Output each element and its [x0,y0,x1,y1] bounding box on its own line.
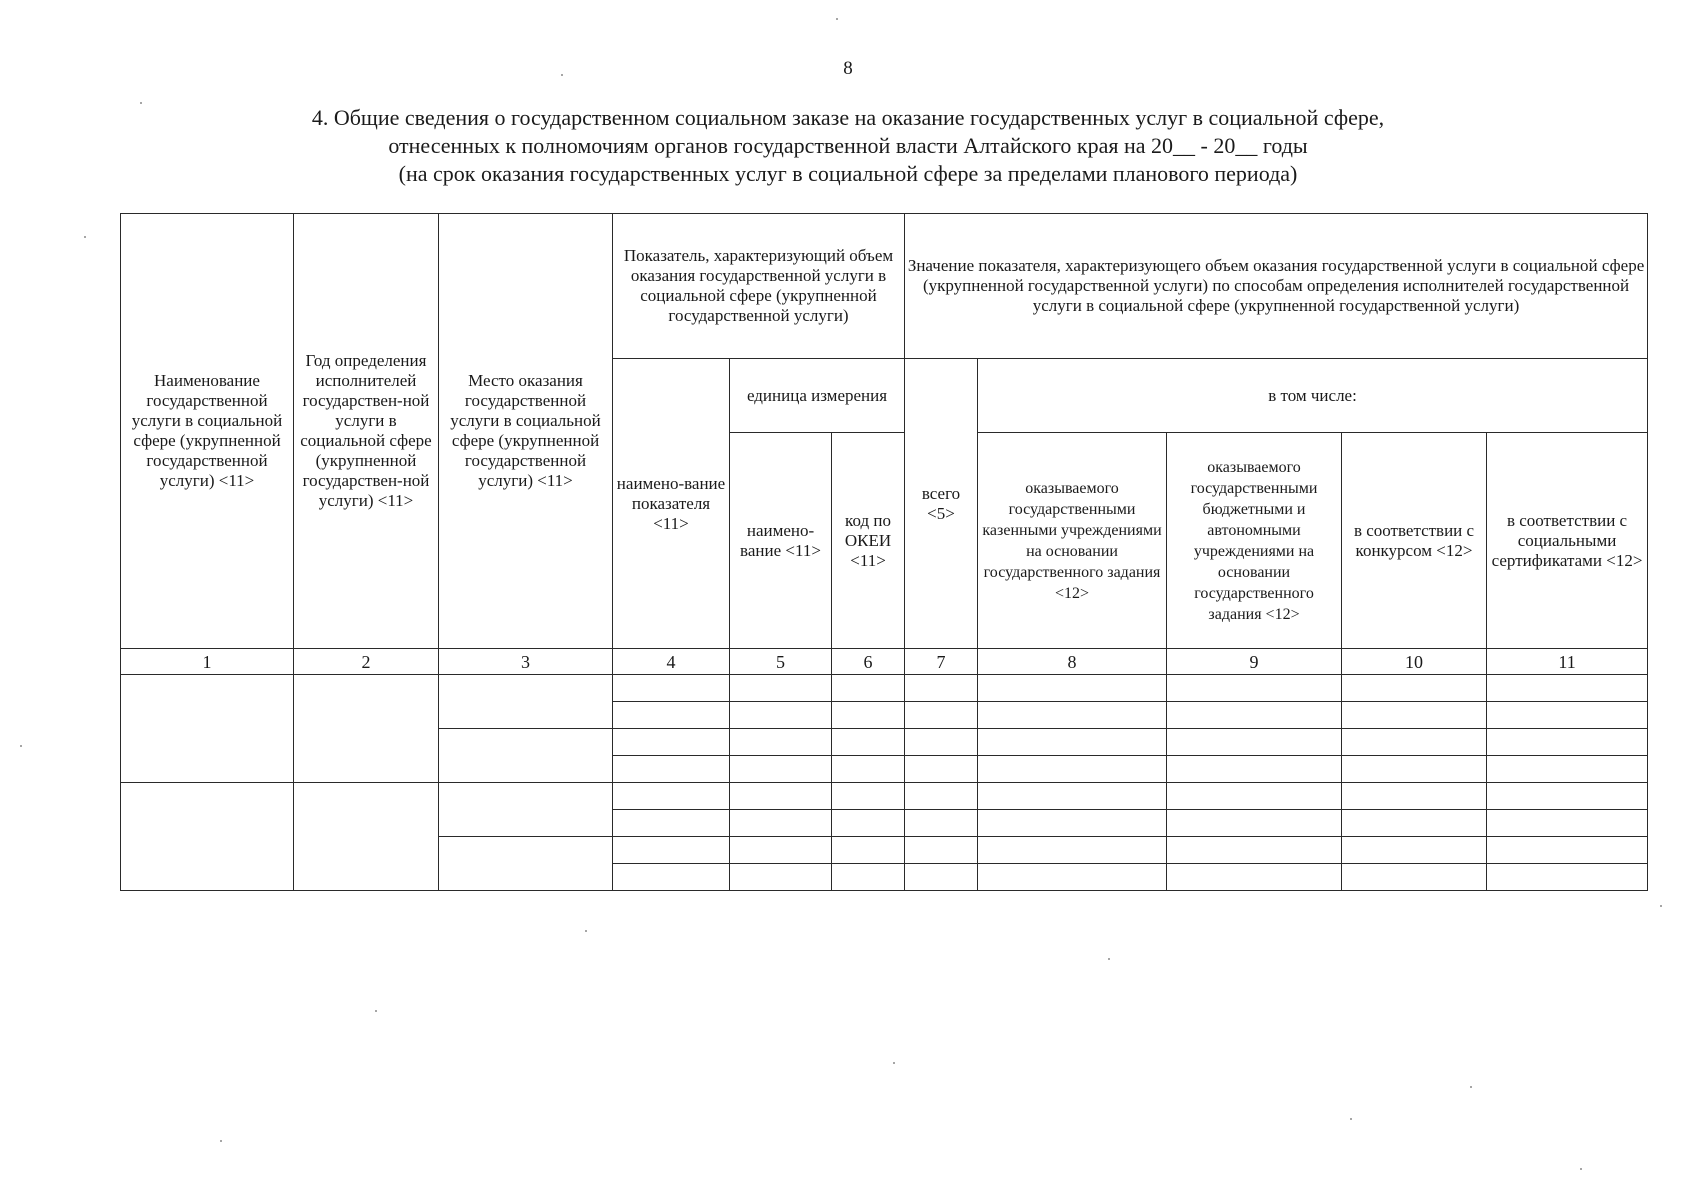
table-cell [730,810,832,837]
table-cell [439,675,613,729]
table-cell [1167,864,1342,891]
header-row-1 [121,214,1648,359]
table-cell [1342,810,1487,837]
column-number: 2 [294,649,439,675]
table-cell [905,729,978,756]
column-number: 9 [1167,649,1342,675]
table-cell [905,810,978,837]
table-cell [613,729,730,756]
table-cell [730,702,832,729]
table-cell [613,837,730,864]
table-cell [1487,702,1648,729]
table-cell [832,702,905,729]
column-number: 5 [730,649,832,675]
table-cell [978,675,1167,702]
table-cell [730,756,832,783]
header-budget-autonomous: оказываемого государственными бюджетными и автономными учреждениями на основании государственного задания <12> [1167,433,1342,649]
scan-speck [220,1140,222,1142]
scan-speck [1108,958,1110,960]
table-cell [832,756,905,783]
table-cell [832,783,905,810]
table-cell [978,810,1167,837]
scan-speck [1350,1118,1352,1120]
scan-speck [375,1010,377,1012]
table-cell [832,729,905,756]
column-number: 1 [121,649,294,675]
table-cell [978,783,1167,810]
scan-speck [20,745,22,747]
table-cell [121,783,294,891]
table-cell [1487,837,1648,864]
table-cell [439,783,613,837]
header-including: в том числе: [978,359,1648,433]
column-number: 6 [832,649,905,675]
header-indicator-name: наимено-вание показателя <11> [613,359,730,649]
scan-speck [84,236,86,238]
column-number: 10 [1342,649,1487,675]
table-cell [730,783,832,810]
table-cell [905,837,978,864]
table-cell [294,675,439,783]
scan-speck [561,74,563,76]
table-cell [730,675,832,702]
table-cell [730,729,832,756]
scan-speck [893,1062,895,1064]
table-cell [1342,756,1487,783]
header-certificates: в соответствии с социальными сертификатами <12> [1487,433,1648,649]
table-cell [439,837,613,891]
table-cell [832,864,905,891]
table-cell [613,783,730,810]
heading-line-1: 4. Общие сведения о государственном социальном заказе на оказание государственных услуг в социальной сфере, [311,105,1385,130]
table-cell [1342,837,1487,864]
table-row [121,783,1648,810]
table-cell [1342,729,1487,756]
table-cell [294,783,439,891]
table-cell [978,729,1167,756]
header-unit-group: единица измерения [730,359,905,433]
page-number: 8 [843,58,853,79]
column-number: 4 [613,649,730,675]
table-cell [905,864,978,891]
table-cell [832,675,905,702]
section-heading [0,104,1696,188]
scan-speck [1660,905,1662,907]
table-cell [978,837,1167,864]
table-cell [121,675,294,783]
table-cell [1487,783,1648,810]
table-cell [439,729,613,783]
table-row [121,675,1648,702]
header-competition: в соответствии с конкурсом <12> [1342,433,1487,649]
table-cell [1167,783,1342,810]
table-cell [978,756,1167,783]
social-order-table [120,213,1648,891]
table-cell [1487,756,1648,783]
table-cell [613,756,730,783]
header-service-name: Наименование государственной услуги в социальной сфере (укрупненной государственной услуги) <11> [121,214,294,649]
header-value-group: Значение показателя, характеризующего объем оказания государственной услуги в социальной сфере (укрупненной государственной услуги) по способам определения исполнителей государственной услуги в социальной сфере (укрупненной государственной услуги) [905,214,1648,359]
column-number: 11 [1487,649,1648,675]
table-cell [1487,675,1648,702]
header-place: Место оказания государственной услуги в социальной сфере (укрупненной государственной услуги) <11> [439,214,613,649]
table-cell [1167,675,1342,702]
table-cell [1487,729,1648,756]
header-indicator-group: Показатель, характеризующий объем оказания государственной услуги в социальной сфере (укрупненной государственной услуги) [613,214,905,359]
table-cell [1342,864,1487,891]
table-cell [905,675,978,702]
header-state-owned: оказываемого государственными казенными учреждениями на основании государственного задания <12> [978,433,1167,649]
header-okei-code: код по ОКЕИ <11> [832,433,905,649]
column-number: 7 [905,649,978,675]
scan-speck [1580,1168,1582,1170]
table-cell [730,864,832,891]
header-unit-name: наимено-вание <11> [730,433,832,649]
scan-speck [140,102,142,104]
table-cell [1167,837,1342,864]
scan-speck [836,18,838,20]
table-cell [613,810,730,837]
table-cell [613,702,730,729]
table-cell [1167,729,1342,756]
table-cell [905,702,978,729]
table-cell [730,837,832,864]
heading-line-3: (на срок оказания государственных услуг в социальной сфере за пределами планового периода) [398,161,1298,186]
heading-line-2: отнесенных к полномочиям органов государственной власти Алтайского края на 20__ - 20__ годы [388,133,1308,158]
column-number: 3 [439,649,613,675]
table-cell [905,783,978,810]
scan-speck [1470,1086,1472,1088]
table-cell [832,837,905,864]
scan-speck [585,930,587,932]
table-cell [613,864,730,891]
table-cell [1487,864,1648,891]
table-cell [1487,810,1648,837]
column-numbers-row [121,649,1648,675]
table-cell [978,864,1167,891]
table-cell [1342,783,1487,810]
header-total: всего <5> [905,359,978,649]
column-number: 8 [978,649,1167,675]
table-cell [905,756,978,783]
table-cell [832,810,905,837]
table-cell [1342,675,1487,702]
table-cell [1167,702,1342,729]
table-cell [1167,810,1342,837]
table-cell [1342,702,1487,729]
table-cell [978,702,1167,729]
table-cell [613,675,730,702]
header-year: Год определения исполнителей государствен-ной услуги в социальной сфере (укрупненной государствен-ной услуги) <11> [294,214,439,649]
table-cell [1167,756,1342,783]
